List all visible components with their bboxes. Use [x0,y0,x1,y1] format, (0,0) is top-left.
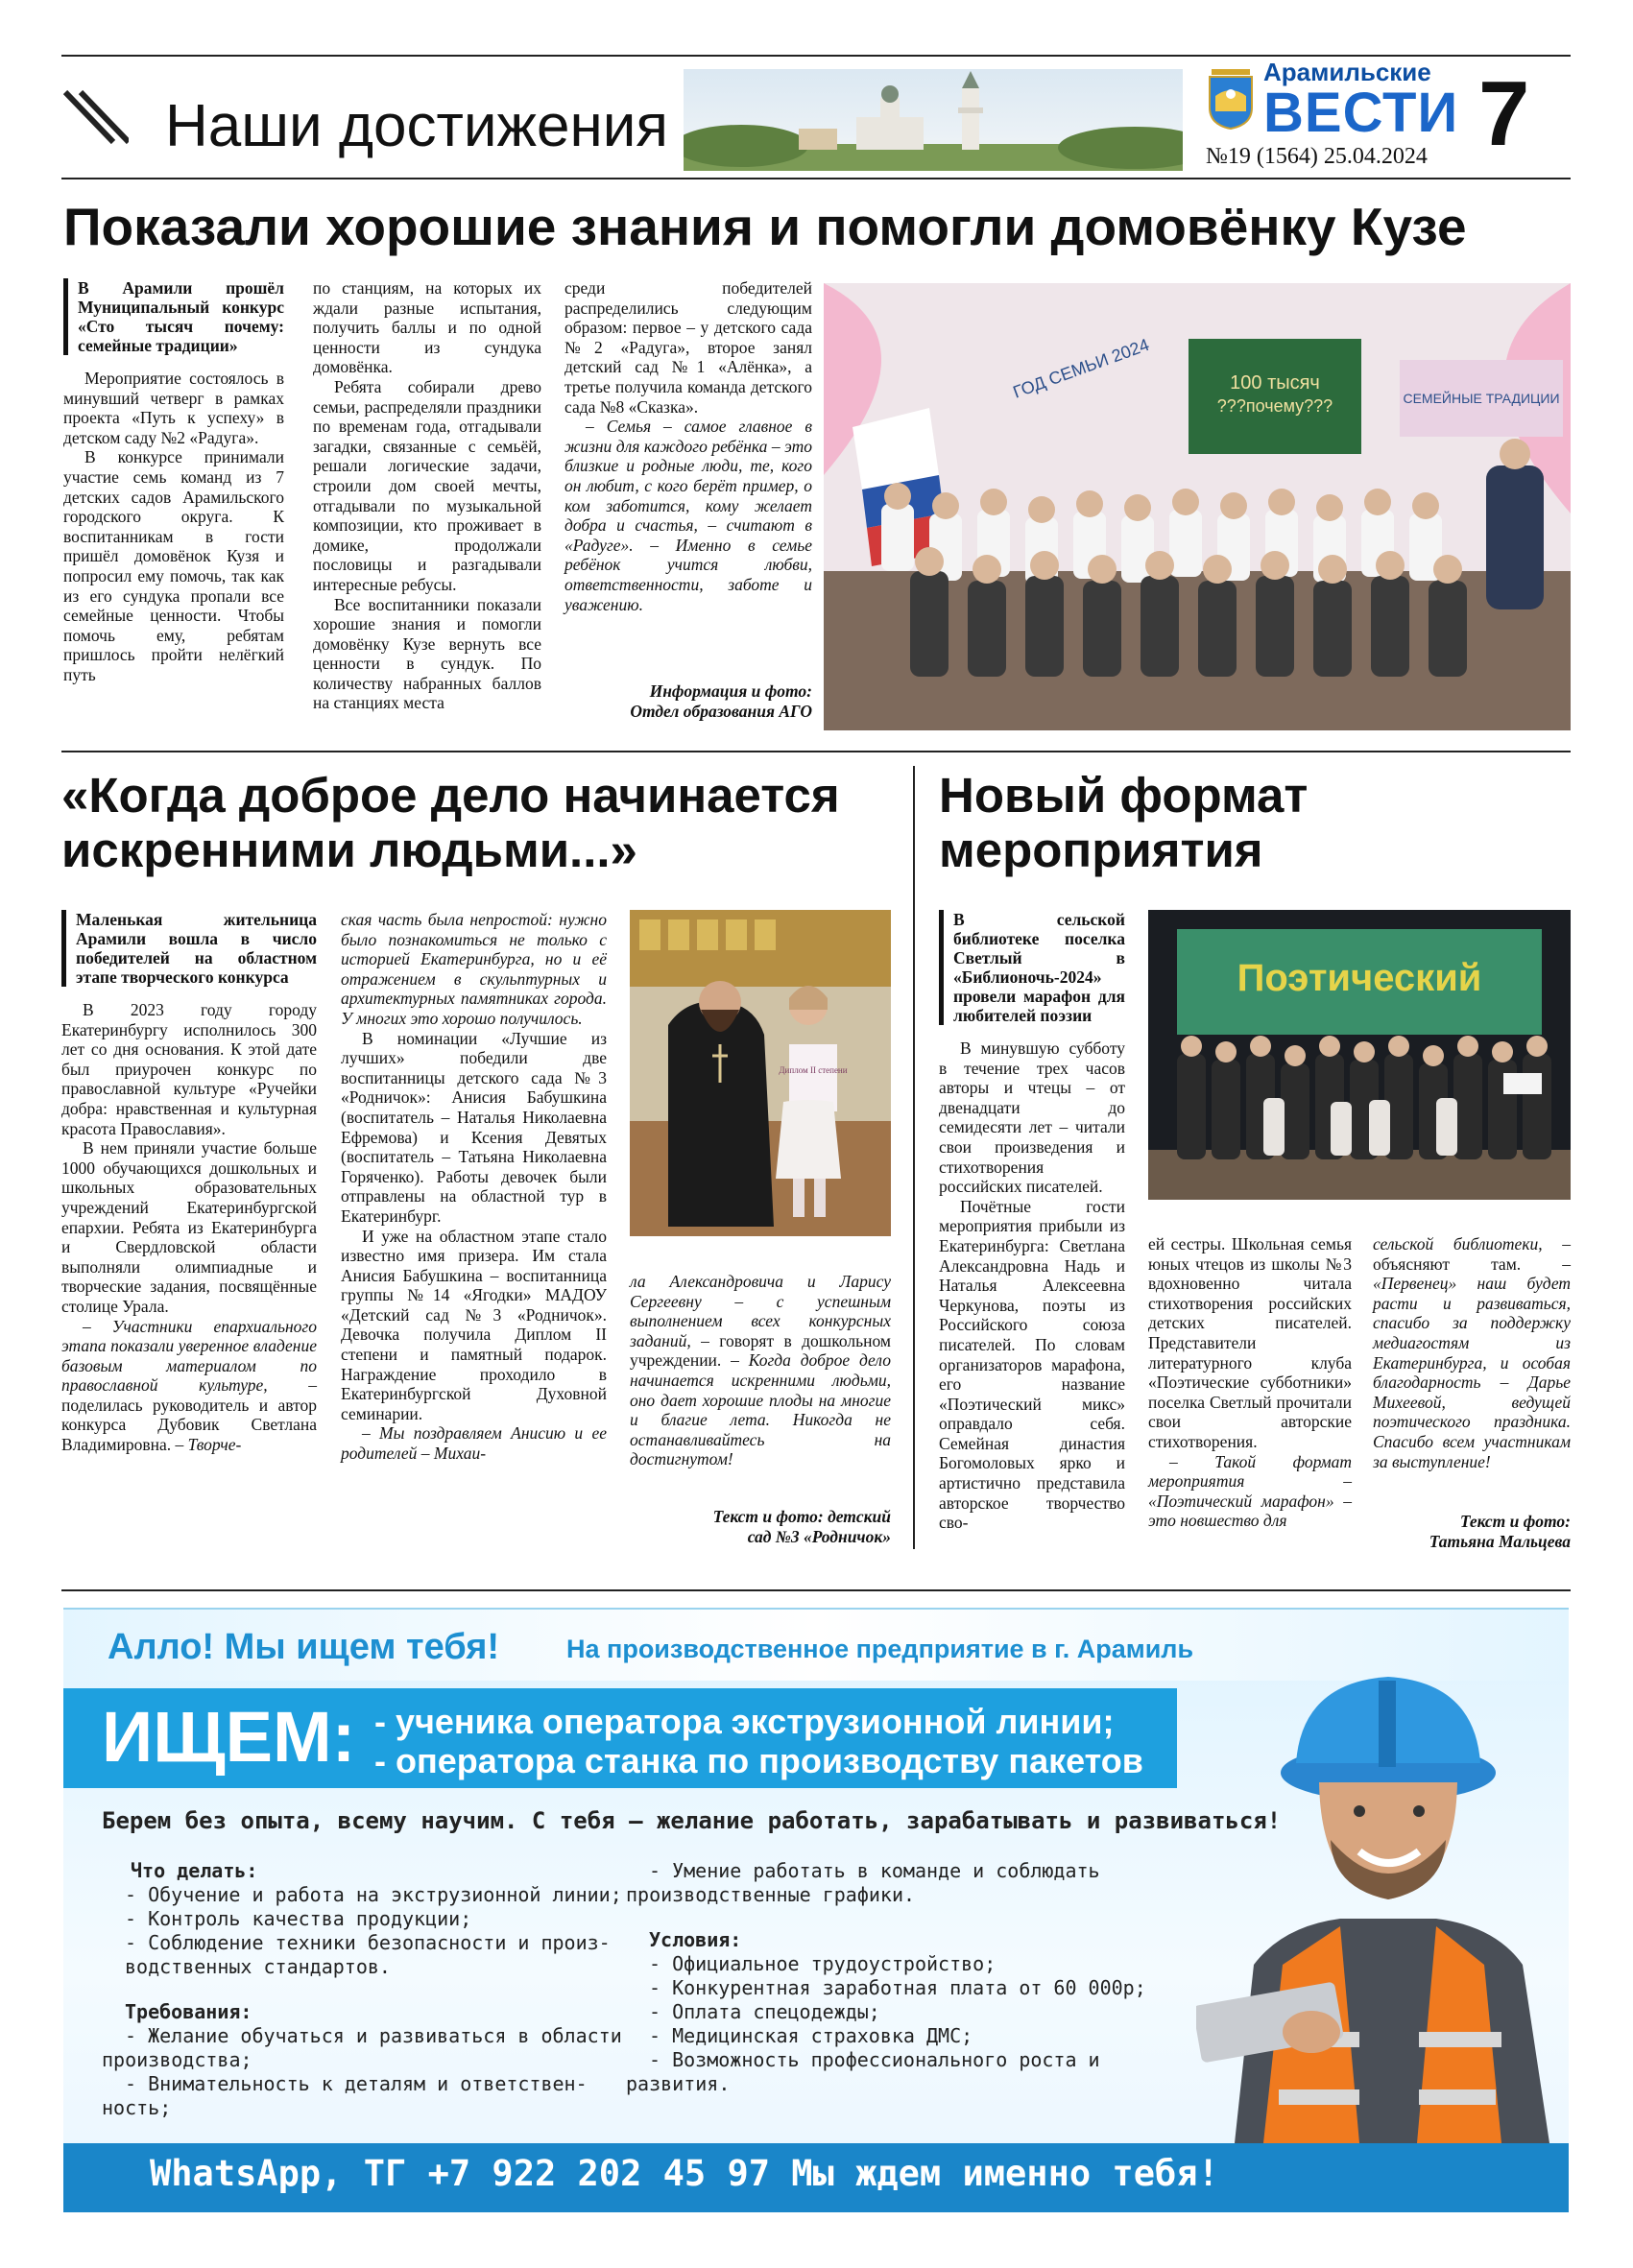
article2-paragraph: И уже на областном этапе стало известно имя призера. Им стала Анисия Бабушкина – воспитанница группы №14 «Ягодки» МАДОУ «Детский сад №3 «Родничок». Девочка получила Диплом II степени и памятный подарок. Награждение проходило в Екатеринбургской Духовной семинарии. [341,1226,607,1423]
article1-paragraph: по станциям, на которых их ждали разные испытания, получить баллы и по одной ценности из сундука домовёнка. [313,278,541,377]
article1-paragraph: Все воспитанники показали хорошие знания и помогли домовёнку Кузе вернуть все ценности в сундук. По количеству набранных баллов на станциях места [313,594,541,713]
article2-title-line2: искренними людьми...» [61,823,637,878]
header-church-photo [684,69,1183,171]
logo-big-text: ВЕСТИ [1263,82,1459,144]
ad-what-item: - Соблюдение техники безопасности и произ- [125,1931,611,1954]
ad-intro: Берем без опыта, всему научим. С тебя – желание работать, зарабатывать и развиваться! [102,1807,1282,1834]
article3-paragraph: Почётные гости мероприятия прибыли из Екатеринбурга: Светлана Александровна Надь и Наталья Алексеевна Черкунова, поэты из Российского союза писателей. По словам организаторов марафона, его название «Поэтический микс» оправдало себя. Семейная династия Богомоловых ярко и артистично представила авторское творчество сво- [939,1196,1125,1533]
ad-req-item: - Внимательность к деталям и ответствен- [125,2072,588,2095]
article3-paragraph: ей сестры. Школьная семья юных чтецов из школы №3 вдохновенно читала стихотворения российских детских писателей. Представители литературного клуба «Поэтические субботники» поселка Светлый прочитали свои авторские стихотворения. [1148,1234,1352,1451]
ad-contact: WhatsApp, ТГ +7 922 202 45 97 Мы ждем именно тебя! [150,2153,1219,2194]
ad-cond-item: развития. [626,2072,731,2095]
ad-req-item: производства; [102,2048,252,2071]
article2-paragraph: В нем приняли участие больше 1000 обучающихся дошкольных и школьных образовательных учреждений Екатеринбургской епархии. Ребята из Екатеринбурга и Свердловской области выполняли олимпиадные и творческие задания, посвящённые столице Урала. [61,1138,317,1316]
ad-hello: Алло! Мы ищем тебя! [108,1627,500,1667]
article1-paragraph: среди победителей распределились следующим образом: первое – у детского сада №2 «Радуга», второе занял детский сад №1 «Алёнка», а третье получила команда детского сада №8 «Сказка». [564,278,812,417]
ad-right-item: - Умение работать в команде и соблюдать [649,1859,1100,1882]
article2-paragraph: В 2023 году городу Екатеринбургу исполнилось 300 лет со дня основания. К этой дате был приурочен конкурс по православной культуре «Ручейки добра: нравственная и культурная красота Православия». [61,1000,317,1138]
article2-attribution: – говорят в дошкольном учреждении. – [630,1330,891,1371]
article3-credit-line2: Татьяна Мальцева [1429,1532,1571,1551]
ad-cond-item: - Оплата спецодежды; [649,2000,880,2023]
article3-credit [1373,1512,1571,1552]
coat-of-arms-icon [1206,61,1256,131]
ad-req-item: - Желание обучаться и развиваться в области [125,2024,622,2047]
ad-req-item: ность; [102,2096,172,2119]
diploma-text: Диплом II степени [779,1065,848,1075]
article2-quote: ская часть была непростой: нужно было познакомиться не только с историей Екатеринбурга, но и её отражением в скульптурных и архитектурных памятниках города. У многих это хорошо получилось. [341,910,607,1028]
header-bottom-rule [61,178,1571,179]
stage-banner: Поэтический [1237,957,1482,999]
article1-paragraph: Мероприятие состоялось в минувший четверг в рамках проекта «Путь к успеху» в детском саду №2 «Радуга». [63,369,284,447]
article3-col2 [1148,1234,1352,1531]
article3-lead: В сельской библиотеке поселка Светлый в «Библионочь-2024» провели марафон для любителей поэзии [939,910,1125,1025]
article2-quote: – Мы поздравляем Анисию и ее родителей – Михаи- [341,1423,607,1464]
article1-paragraph: Ребята собирали древо семьи, распределяли праздники по временам года, отгадывали загадки, связанные с семьёй, решали логические задачи, строили дом своей мечты, отгадывали по музыкальной композиции, кто проживает в домике, продолжали пословицы и разгадывали интересные ребусы. [313,376,541,594]
article3-col3 [1373,1234,1571,1471]
article1-photo [824,283,1571,730]
photo-left-sign: ГОД СЕМЬИ 2024 [1010,334,1152,402]
article1-col1 [63,278,284,685]
article1-title: Показали хорошие знания и помогли домовёнку Кузе [63,197,1467,256]
article2-photo [630,910,891,1236]
ad-cond-title: Условия: [649,1928,742,1951]
article2-paragraph: В номинации «Лучшие из лучших» победили две воспитанницы детского сада №3 «Родничок»: Анисия Бабушкина (воспитатель – Наталья Николаевна Ефремова) и Ксения Девятых (воспитатель – Татьяна Николаевна Горяченко). Работы девочек были отправлены на областной тур в Екатеринбург. [341,1028,607,1226]
article3-attribution: – объясняют там. – [1373,1234,1572,1274]
job-advertisement [63,1608,1569,2212]
article-divider [913,766,915,1549]
article3-title-line2: мероприятия [939,823,1263,878]
photo-banner-line1: 100 тысяч [1230,372,1320,394]
article2-quote: Когда доброе дело начинается искренними людьми, оно дает хорошие плоды на многие и благие лета. Никогда не останавливайтесь на достигнутом! [630,1350,891,1469]
ad-what-item: - Контроль качества продукции; [125,1907,472,1930]
article3-quote: «Первенец» наш будет расти и развиваться, спасибо за поддержку медиагостям из Екатеринбурга, и особая благодарность – Дарье Михеевой, ведущей поэтического праздника. Спасибо всем участникам за выступление! [1373,1274,1571,1471]
logo-small-text: Арамильские [1263,58,1431,86]
ad-cond-item: - Официальное трудоустройство; [649,1952,997,1975]
ad-right-item: производственные графики. [626,1883,916,1906]
article1-credit [564,681,812,722]
photo-banner-line2: ???почему??? [1216,396,1333,416]
article3-paragraph: В минувшую субботу в течение трех часов авторы и чтецы – от двенадцати до семидесяти лет – читали свои произведения и стихотворения российских писателей. [939,1039,1125,1197]
article2-quote: ла Александровича и Ларису Сергеевну – с успешным выполнением всех конкурсных заданий, [630,1272,891,1350]
article2-col3 [630,1272,891,1469]
ad-position: - оператора станка по производству пакетов [374,1741,1143,1780]
article1-quote: – Семья – самое главное в жизни для каждого ребёнка – это близкие и родные люди, те, кого он любит, с кого берёт пример, о ком заботится, кому желает добра и счастья, – считают в «Радуге». – Именно в семье ребёнок учится любви, ответственности, заботе и уважению. [564,417,812,614]
article2-title [61,768,840,877]
issue-info: №19 (1564) 25.04.2024 [1206,144,1428,169]
section-title: Наши достижения [165,93,668,159]
ad-cond-item: - Возможность профессионального роста и [649,2048,1100,2071]
ad-top-rule [61,1589,1571,1591]
article1-paragraph: В конкурсе принимали участие семь команд из 7 детских садов Арамильского городского округа. К воспитанникам в гости пришёл домовёнок Кузя и попросил ему помочь, так как из его сундука пропали все семейные ценности. Чтобы помочь ему, ребятам пришлось пройти нелёгкий путь [63,447,284,684]
article3-title [939,768,1308,877]
article3-col1 [939,910,1125,1533]
article2-col2 [341,910,607,1464]
article1-credit-line1: Информация и фото: [649,681,812,701]
ad-req-title: Требования: [125,2000,252,2023]
article3-photo [1148,910,1571,1200]
article1-col3 [564,278,812,614]
article2-credit-line2: сад №3 «Родничок» [747,1527,891,1546]
article2-credit-line1: Текст и фото: детский [712,1507,891,1526]
article3-title-line1: Новый формат [939,768,1309,823]
ad-cond-item: - Конкурентная заработная плата от 60 000р; [649,1976,1146,1999]
article2-quote-cont: Творче- [187,1435,242,1455]
ad-cond-item: - Медицинская страховка ДМС; [649,2024,973,2047]
article2-attribution: – поделилась руководитель и автор конкурса Дубовик Светлана Владимировна. – [61,1375,318,1455]
article2-col1 [61,910,317,1455]
article3-quote: сельской библиотеки, [1373,1234,1543,1253]
article2-quote: – Участники епархиального этапа показали уверенное владение базовым материалом по православной культуре, [61,1316,317,1396]
article3-credit-line1: Текст и фото: [1459,1512,1571,1531]
article2-title-line1: «Когда доброе дело начинается [61,768,840,823]
ad-right-column [626,1859,1183,2096]
ad-left-column [102,1859,649,2120]
worker-illustration [1196,1648,1569,2143]
article1-col2 [313,278,541,713]
ad-what-item: - Обучение и работа на экструзионной линии; [125,1883,622,1906]
slashes-icon [61,88,129,146]
article1-bottom-rule [61,751,1571,752]
page-number: 7 [1478,62,1530,165]
photo-right-sign: СЕМЕЙНЫЕ ТРАДИЦИИ [1403,391,1560,406]
ad-position: - ученика оператора экструзионной линии; [374,1702,1115,1741]
ad-what-item: водственных стандартов. [125,1955,391,1978]
article2-lead: Маленькая жительница Арамили вошла в число победителей на областном этапе творческого конкурса [61,910,317,987]
ad-seek: ИЩЕМ: [102,1697,356,1777]
article2-credit [630,1507,891,1547]
top-rule [61,55,1571,57]
article3-quote: – Такой формат мероприятия – «Поэтический марафон» – это новшество для [1148,1451,1352,1531]
article1-lead: В Арамили прошёл Муниципальный конкурс «Сто тысяч почему: семейные традиции» [63,278,284,355]
article1-credit-line2: Отдел образования АГО [630,702,812,721]
ad-what-title: Что делать: [131,1859,258,1882]
ad-hello-sub: На производственное предприятие в г. Арамиль [566,1635,1194,1663]
ad-positions [374,1702,1143,1780]
